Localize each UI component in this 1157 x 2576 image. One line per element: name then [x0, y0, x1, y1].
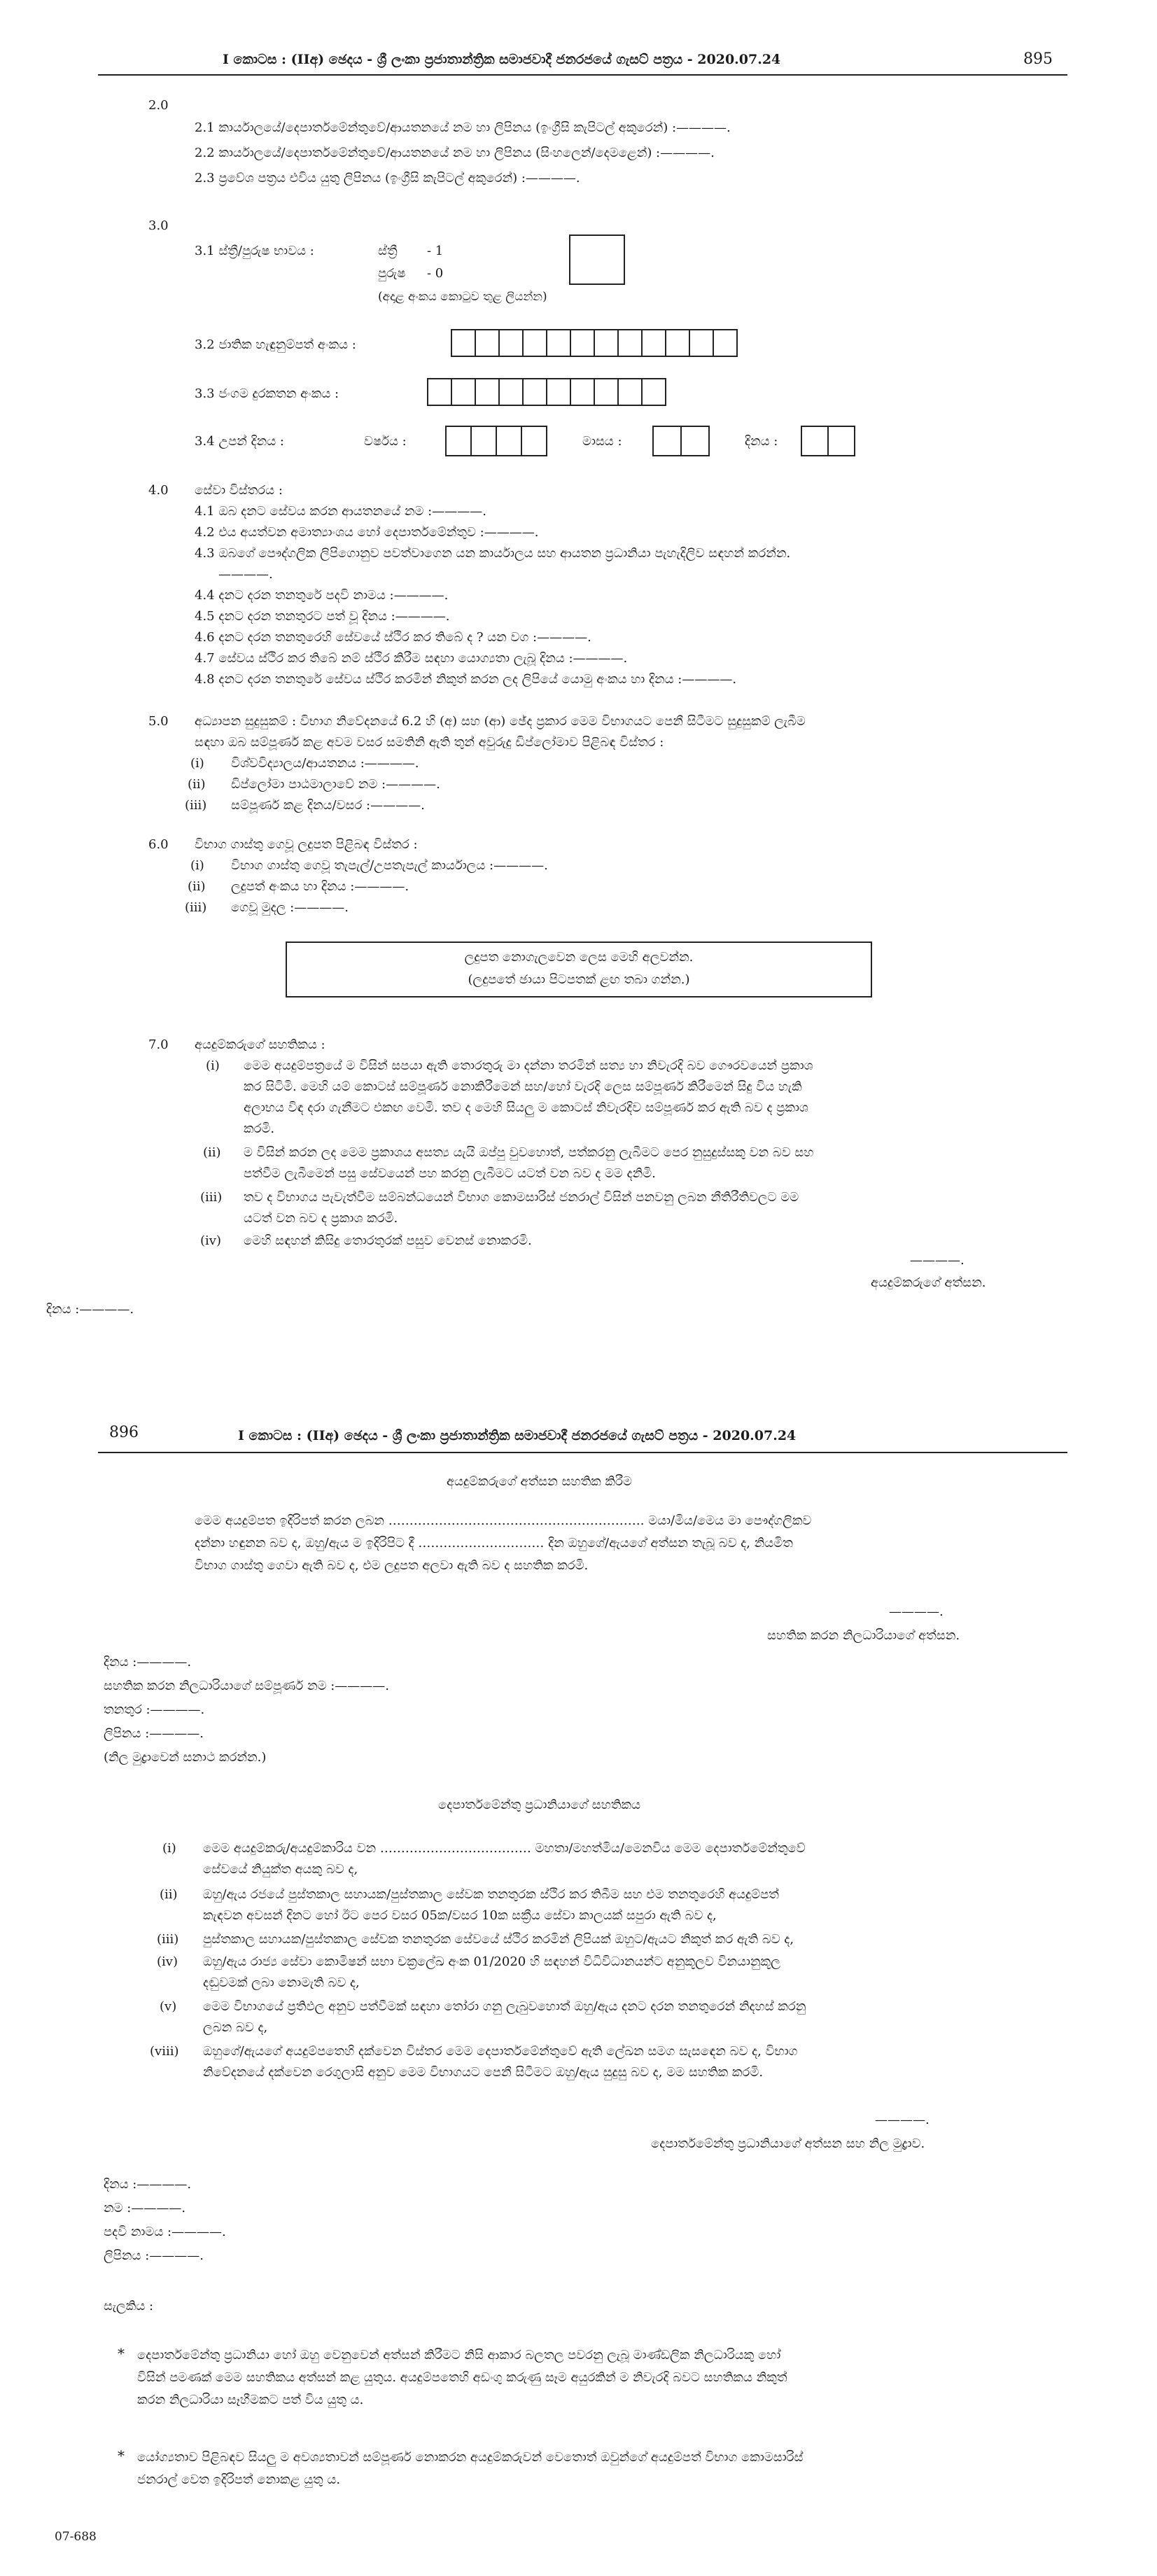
section-3-number: 3.0	[148, 218, 169, 233]
gazette-header: I කොටස : (IIඅ) ඡෙදය - ශ්‍රී ලංකා ප්‍රජාතාන්ත්‍රික සමාජවාදී ජනරජයේ ගැසට් පත්‍රය - 2020.07.24	[223, 52, 781, 67]
cert-item-line: අලාභය විඳ දරා ගැනීමට එකඟ වෙමි. තව ද මෙහි සියලු ම කොටස් නිවැරදිව සම්පූර්ණ කර ඇති බව ද ප්‍රකාශ	[244, 1100, 808, 1115]
signature-cert-line: විභාග ගාස්තු ගෙවා ඇති බව ද, එම ලදුපත අලවා ඇති බව ද සහතික කරමි.	[195, 1558, 589, 1573]
head-cert-item-line: මෙම අයදුම්කරු/අයදුම්කාරිය වන ……………………………… මහතා/මහත්මිය/මෙනවිය මෙම දෙපාර්තමේන්තුවේ	[203, 1841, 806, 1856]
head-signature-caption: දෙපාර්තමේන්තු ප්‍රධානියාගේ අත්සන සහ නිල මුද්‍රාව.	[651, 2136, 925, 2151]
head-date-field[interactable]: දිනය :————.	[104, 2177, 192, 2192]
receipt-item-number: (iii)	[185, 900, 207, 915]
section-6-number: 6.0	[148, 837, 169, 852]
receipt-item-number: (i)	[190, 858, 204, 873]
cert-item-number: (ii)	[203, 1145, 221, 1160]
head-cert-item-number: (iii)	[157, 1932, 179, 1947]
cert-item-number: (i)	[206, 1058, 220, 1073]
service-item[interactable]: 4.8 දනට දරන තනතුරේ සේවය ස්ථිර කරමින් නිකුත් කරන ලද ලිපියේ යොමු අංකය හා දිනය :————.	[195, 672, 737, 687]
service-item[interactable]: 4.2 එය අයත්වන අමාත්‍යාංශය හෝ දෙපාර්තමේන්තුව :————.	[195, 525, 539, 540]
signature-cert-line: මෙම අයදුම්පත ඉදිරිපත් කරන ලබන ……………………………………………………. මයා/මිය/මෙය මා පෞද්ගලිකව	[195, 1513, 812, 1528]
applicant-signature-caption: අයදුම්කරුගේ අත්සන.	[871, 1275, 986, 1290]
service-item[interactable]: 4.4 දනට දරන තනතුරේ පදවි නාමය :————.	[195, 588, 449, 603]
receipt-item[interactable]: විභාග ගාස්තු ගෙවූ තැපැල්/උපතැපැල් කාර්යාලය :————.	[231, 858, 548, 873]
head-cert-item-line: ඔහු/ඇය රජයේ පුස්තකාල සහායක/පුස්තකාල සේවක තනතුරක ස්ථිර කර තිබීම සහ එම තනතුරෙහි අයදුම්පත්	[203, 1887, 779, 1902]
education-item[interactable]: සම්පූර්ණ කළ දිනය/වසර :————.	[231, 798, 425, 813]
head-designation-field[interactable]: පදවි නාමය :————.	[104, 2225, 226, 2239]
head-cert-item-line: ඔහු/ඇය රාජ්‍ය සේවා කොමිෂන් සභා චක්‍රලේඛ අංක 01/2020 හි සඳහන් විධිවිධානයන්ට අනුකූලව විනයානුකූල	[203, 1954, 780, 1969]
section-4-number: 4.0	[148, 483, 169, 498]
education-item-number: (iii)	[185, 798, 207, 813]
gender-note: (අදාළ අංකය කොටුව තුළ ලියන්න)	[378, 290, 547, 304]
receipt-paste-box[interactable]	[286, 941, 872, 997]
service-item[interactable]: 4.1 ඔබ දනට සේවය කරන ආයතනයේ නම :————.	[195, 504, 486, 519]
mobile-label: 3.3 ජංගම දුරකතන අංකය :	[195, 386, 339, 401]
notes-title: සැලකිය :	[104, 2299, 154, 2314]
gender-female-code: - 1	[427, 244, 444, 258]
receipt-box-instruction: ලදුපත නොගැලවෙන ලෙස මෙහි අලවන්න.	[464, 950, 694, 965]
service-details-title: සේවා විස්තරය :	[195, 483, 283, 498]
gender-label: 3.1 ස්ත්‍රී/පුරුෂ භාවය :	[195, 244, 314, 258]
signature-cert-line: දන්නා හඳුනන බව ද, ඔහු/ඇය ම ඉදිරිපිට දී ………………………… දින ඔහුගේ/ඇයගේ අත්සන තැබූ බව ද, නියමිත	[195, 1536, 793, 1550]
cert-item-line: පත්වීම ලැබීමෙන් පසු සේවයෙන් පහ කරනු ලැබීමට යටත් වන බව ද මම දනිමි.	[244, 1166, 656, 1181]
education-intro-line: සඳහා ඔබ සම්පූර්ණ කළ අවම වසර සමතිනි ඇති තුන් අවුරුදු ඩිප්ලෝමාව පිළිබඳ විස්තර :	[195, 735, 664, 750]
dob-month-label: මාසය :	[582, 434, 622, 449]
field-admission-address[interactable]: 2.3 ප්‍රවේශ පත්‍රය එවිය යුතු ලිපිනය (ඉංග්‍රීසි කැපිටල් අකුරෙන්) :————.	[195, 171, 580, 186]
receipt-item[interactable]: ගෙවූ මුදල :————.	[231, 900, 349, 915]
dob-year-label: වර්ෂය :	[364, 434, 407, 449]
note-line: දෙපාර්තමේන්තු ප්‍රධානියා හෝ ඔහු වෙනුවෙන් අත්සන් කිරීමට නිසි ආකාර බලතල පවරනු ලැබූ මාණ්ඩලික නිලධාරියකු හෝ	[137, 2348, 781, 2362]
head-name-field[interactable]: නම :————.	[104, 2201, 186, 2216]
cert-item-line: යටත් වන බව ද ප්‍රකාශ කරමි.	[244, 1211, 398, 1226]
applicant-cert-title: අයදුම්කරුගේ සහතිකය :	[195, 1037, 325, 1052]
note-line: විසින් පමණක් මෙම සහතිකය අත්සන් කළ යුතුය. අයදුම්පතෙහි අඩංගු කරුණු සෑම අයුරකින් ම නිවැරදි බවට සහතිකය නිකුත්	[137, 2370, 787, 2385]
receipt-box-note: (ලදුපතේ ඡායා පිටපතක් ළඟ තබා ගන්න.)	[468, 972, 690, 987]
mobile-number-boxes[interactable]	[427, 378, 665, 406]
education-intro-line: අධ්‍යාපන සුදුසුකම් : විභාග නිවේදනයේ 6.2 හි (අ) සහ (ආ) ඡේද ප්‍රකාර මෙම විභාගයට පෙනී සිටීමට සුදුසුකම් ලැබීම	[195, 714, 806, 729]
footer-code: 07-688	[55, 2530, 97, 2544]
nic-label: 3.2 ජාතික හැඳුනුම්පත් අංකය :	[195, 337, 356, 352]
education-item[interactable]: ඩිප්ලෝමා පාඨමාලාවේ නම :————.	[231, 777, 440, 792]
gender-code-box[interactable]	[569, 234, 625, 285]
service-item-blank[interactable]: ————.	[218, 567, 273, 582]
cert-item-line: මෙහි සඳහන් කිසිදු තොරතුරක් පසුව වෙනස් නොකරමි.	[244, 1233, 532, 1248]
cert-item-line: මෙම අයදුම්පත්‍රයේ ම විසින් සපයා ඇති තොරතුරු මා දන්නා තරමින් සත්‍ය හා නිවැරදි බව ගෞරවයෙන් ප්‍රකාශ	[244, 1058, 813, 1073]
gender-male-code: - 0	[427, 266, 444, 281]
head-cert-item-line: පුස්තකාල සහායක/පුස්තකාල සේවක තනතුරක සේවයේ ස්ථිර කරමින් ලිපියක් ඔහුට/ඇයට නිකුත් කර ඇති බව ද,	[203, 1932, 794, 1947]
cert-item-number: (iii)	[200, 1190, 223, 1205]
field-office-name-english[interactable]: 2.1 කාර්යාලයේ/දෙපාර්තමේන්තුවේ/ආයතනයේ නම හා ලිපිනය (ඉංග්‍රීසි කැපිටල් අකුරෙන්) :————.	[195, 120, 731, 135]
cert-item-line: ම විසින් කරන ලද මෙම ප්‍රකාශය අසත්‍ය යැයි ඔප්පු වුවහොත්, පත්කරනු ලැබීමට පෙර නුසුදුස්සකු වන බව සහ	[244, 1145, 814, 1160]
dob-month-boxes[interactable]	[652, 426, 708, 456]
section-7-number: 7.0	[148, 1037, 169, 1052]
witness-seal-note: (නිල මුද්‍රාවෙන් සනාථ කරන්න.)	[104, 1750, 267, 1765]
head-cert-item-line: කැඳවන අවසන් දිනට හෝ ඊට පෙර වසර 05ක/වසර 10ක සක්‍රීය සේවා කාලයක් සපුරා ඇති බව ද,	[203, 1908, 717, 1923]
receipt-item[interactable]: ලදුපත් අංකය හා දිනය :————.	[231, 879, 409, 894]
bullet-asterisk-icon: *	[118, 2345, 125, 2362]
service-item[interactable]: 4.5 දනට දරන තනතුරට පත් වූ දිනය :————.	[195, 609, 450, 624]
signature-cert-title: අයදුම්කරුගේ අත්සන සහතික කිරීම	[447, 1474, 632, 1489]
gender-male-label: පුරුෂ	[378, 266, 406, 281]
head-cert-item-line: නිවේදනයේ දක්වෙන රෙගුලාසි අනුව මෙම විභාගයට පෙනී සිටීමට ඔහු/ඇය සුදුසු බව ද, මම සහතික කරමි.	[203, 2065, 764, 2080]
field-office-name-sinhala[interactable]: 2.2 කාර්යාලයේ/දෙපාර්තමේන්තුවේ/ආයතනයේ නම හා ලිපිනය (සිංහලෙන්/දෙමළෙන්) :————.	[195, 146, 715, 160]
applicant-date-field[interactable]: දිනය :————.	[46, 1302, 134, 1317]
note-line: කරන නිලධාරියා සෑහීමකට පත් විය යුතු ය.	[137, 2393, 364, 2407]
dob-label: 3.4 උපන් දිනය :	[195, 434, 284, 449]
gazette-header: I කොටස : (IIඅ) ඡෙදය - ශ්‍රී ලංකා ප්‍රජාතාන්ත්‍රික සමාජවාදී ජනරජයේ ගැසට් පත්‍රය - 2020.07.24	[238, 1428, 797, 1443]
note-line: යෝග්‍යතාව පිළිබඳව සියලු ම අවශ්‍යතාවන් සම්පූර්ණ නොකරන අයදුම්කරුවන් වෙතොත් ඔවුන්ගේ අයදුම්පත් විභාග කොමසාරිස්	[137, 2450, 804, 2465]
head-cert-item-line: ලබන බව ද,	[203, 2020, 268, 2035]
dob-year-boxes[interactable]	[445, 426, 546, 456]
bullet-asterisk-icon: *	[118, 2447, 125, 2464]
head-cert-item-number: (iv)	[157, 1954, 178, 1969]
head-address-field[interactable]: ලිපිනය :————.	[104, 2248, 204, 2263]
witness-designation-field[interactable]: තනතුර :————.	[104, 1702, 205, 1717]
head-cert-title: දෙපාර්තමේන්තු ප්‍රධානියාගේ සහතිකය	[438, 1798, 641, 1812]
nic-number-boxes[interactable]	[451, 329, 736, 357]
receipt-details-title: විභාග ගාස්තු ගෙවූ ලදුපත පිළිබඳ විස්තර :	[195, 837, 418, 852]
page-number: 895	[1023, 50, 1053, 68]
header-rule	[98, 1452, 1067, 1453]
witness-date-field[interactable]: දිනය :————.	[104, 1655, 192, 1670]
certifying-officer-signature-line[interactable]: ————.	[889, 1604, 944, 1619]
header-rule	[98, 74, 1067, 76]
cert-item-line: කර සිටිමි. මෙහි යම් කොටස් සම්පූර්ණ නොකිරීමෙන් සහ/හෝ වැරදි ලෙස සම්පූර්ණ කිරීමෙන් සිදු විය හැකි	[244, 1079, 802, 1094]
head-cert-item-line: දඬුවමක් ලබා නොමැති බව ද,	[203, 1975, 360, 1990]
education-item-number: (ii)	[188, 777, 206, 792]
education-item-number: (i)	[190, 756, 204, 771]
applicant-signature-line[interactable]: ————.	[910, 1253, 965, 1268]
page-number: 896	[109, 1424, 139, 1441]
witness-address-field[interactable]: ලිපිනය :————.	[104, 1726, 204, 1741]
witness-fullname-field[interactable]: සහතික කරන නිලධාරියාගේ සම්පූර්ණ නම :————.	[104, 1679, 390, 1693]
head-cert-item-line: ඔහුගේ/ඇයගේ අයදුම්පතෙහි දක්වෙන විස්තර මෙම දෙපාර්තමේන්තුවේ ඇති ලේඛන සමග සැසඳෙන බව ද, විභාග	[203, 2044, 798, 2059]
dob-day-label: දිනය :	[745, 434, 778, 449]
head-cert-item-line: සේවයේ නියුක්ත අයකු බව ද,	[203, 1862, 358, 1877]
note-line: ජනරාල් වෙත ඉදිරිපත් නොකළ යුතු ය.	[137, 2472, 341, 2487]
gender-female-label: ස්ත්‍රී	[378, 244, 398, 258]
head-cert-item-number: (i)	[162, 1841, 176, 1856]
cert-item-line: තව ද විභාගය පැවැත්වීම සම්බන්ධයෙන් විභාග කොමසාරිස් ජනරාල් විසින් පනවනු ලබන නීතිරීතිවලට මම	[244, 1190, 799, 1205]
certifying-officer-signature-caption: සහතික කරන නිලධාරියාගේ අත්සන.	[767, 1628, 960, 1643]
cert-item-number: (iv)	[200, 1233, 221, 1248]
head-cert-item-number: (viii)	[150, 2044, 179, 2059]
cert-item-line: කරමි.	[244, 1121, 275, 1136]
receipt-item-number: (ii)	[188, 879, 206, 894]
head-cert-item-number: (v)	[160, 1999, 177, 2014]
head-signature-line[interactable]: ————.	[875, 2113, 930, 2127]
head-cert-item-number: (ii)	[160, 1887, 178, 1902]
section-2-number: 2.0	[148, 98, 169, 113]
section-5-number: 5.0	[148, 714, 169, 729]
head-cert-item-line: මෙම විභාගයේ ප්‍රතිඵල අනුව පත්වීමක් සඳහා තෝරා ගනු ලැබුවහොත් ඔහු/ඇය දනට දරන තනතුරෙන් නිදහස් කරනු	[203, 1999, 806, 2014]
service-item[interactable]: 4.7 සේවය ස්ථිර කර තිබේ නම් ස්ථිර කිරීම සඳහා යොග්‍යතා ලැබූ දිනය :————.	[195, 651, 628, 666]
service-item[interactable]: 4.3 ඔබගේ පෞද්ගලික ලිපිගොනුව පවත්වාගෙන යන කාර්යාලය සහ ආයතන ප්‍රධානියා පැහැදිලිව සඳහන් කරන්න.	[195, 546, 791, 561]
dob-day-boxes[interactable]	[801, 426, 854, 456]
service-item[interactable]: 4.6 දනට දරන තනතුරෙහි සේවයේ ස්ථිර කර තිබේ ද ? යන වග :————.	[195, 630, 591, 645]
education-item[interactable]: විශ්වවිද්‍යාලය/ආයතනය :————.	[231, 756, 419, 771]
